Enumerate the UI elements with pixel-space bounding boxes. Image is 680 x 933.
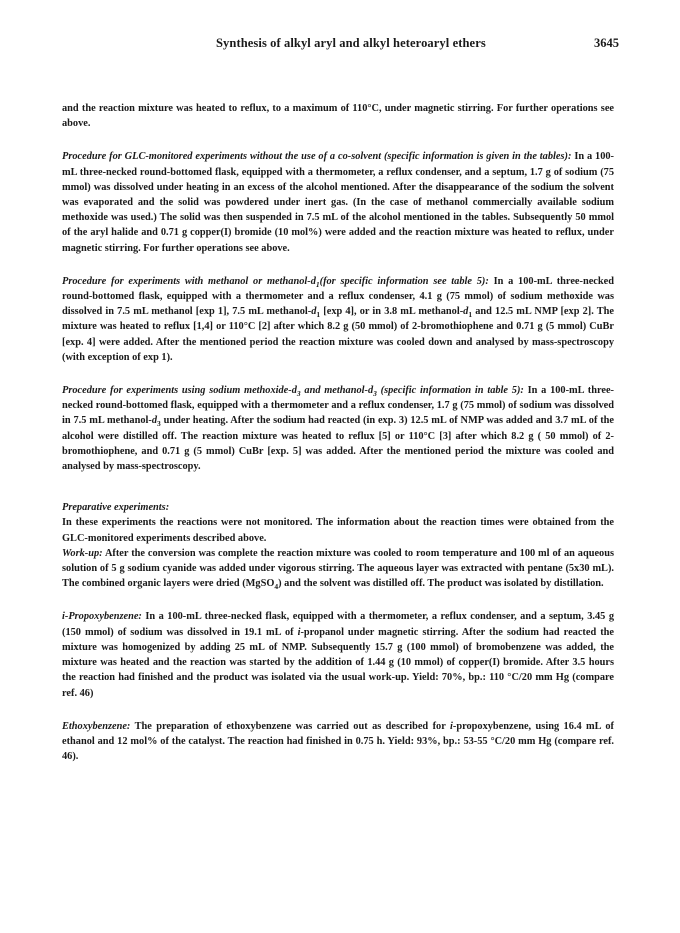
methoxide-text-d: d bbox=[151, 415, 158, 427]
workup-paragraph bbox=[62, 546, 614, 592]
methanol-heading-part-a: Procedure for experiments with methanol or methanol-d bbox=[62, 275, 316, 287]
propoxybenzene-text-i: i bbox=[297, 626, 301, 638]
workup-text-a: After the conversion was complete the reaction mixture was cooled to room temperature and 100 ml of an aqueous solution of 5 g sodium cyanide was added under vigorous stirring. The aqueous layer was extracted with pentane (5x30 mL). The combined organic layers were dried (MgSO bbox=[62, 547, 614, 590]
methanol-text-d1: d bbox=[311, 306, 317, 318]
methanol-heading-subscript: 1 bbox=[315, 279, 320, 289]
ethoxybenzene-text-b: -propoxybenzene, using 16.4 mL of ethanol and 12 mol% of the catalyst. The reaction had finished in 0.75 h. Yield: 93%, bp.: 53-55 °C/20 mm Hg (compare ref. 46). bbox=[62, 720, 614, 763]
methoxide-heading-part-c: (specific information in table 5): bbox=[376, 385, 524, 397]
propoxybenzene-paragraph bbox=[62, 609, 614, 700]
ethoxybenzene-text-i: i bbox=[450, 720, 453, 732]
methoxide-heading-part-a: Procedure for experiments using sodium methoxide-d bbox=[62, 385, 297, 397]
methanol-text-sub1: 1 bbox=[316, 310, 321, 320]
workup-text-b: ) and the solvent was distilled off. The product was isolated by distillation. bbox=[278, 578, 604, 590]
intro-text: and the reaction mixture was heated to reflux, to a maximum of 110°C, under magnetic stirring. For further operations see above. bbox=[62, 103, 614, 130]
methanol-heading-part-b: (for specific information see table 5): bbox=[319, 275, 489, 287]
methoxide-procedure-heading bbox=[62, 385, 524, 399]
methanol-procedure-heading bbox=[62, 276, 489, 287]
methoxide-procedure-paragraph bbox=[62, 383, 614, 474]
preparative-intro-text: In these experiments the reactions were not monitored. The information about the reaction times were obtained from the GLC-monitored experiments described above. bbox=[62, 517, 614, 544]
methanol-text-d2: d bbox=[463, 306, 469, 318]
glc-procedure-paragraph bbox=[62, 149, 614, 255]
methanol-text-sub2: 1 bbox=[468, 310, 473, 320]
methoxide-text-sub: 3 bbox=[157, 419, 161, 429]
workup-subscript: 4 bbox=[274, 582, 279, 592]
propoxybenzene-text-b: -propanol under magnetic stirring. After the sodium had reacted the mixture was homogenized by adding 25 mL of NMP. Subsequently 15.7 g (100 mmol) of bromobenzene was added, the mixture was heated and the reaction was started by the addition of 1.44 g (10 mmol) of copper(I) bromide. After 3.5 hours the reaction had finished and the product was isolated via the usual work-up. Yield: 70%, bp.: 110 °C/20 mm Hg (compare ref. 46) bbox=[62, 626, 614, 699]
ethoxybenzene-paragraph bbox=[62, 719, 614, 765]
article-body bbox=[62, 101, 614, 782]
methoxide-heading-part-b: and methanol-d bbox=[300, 385, 374, 397]
ethoxybenzene-text-a: The preparation of ethoxybenzene was carried out as described for bbox=[130, 720, 451, 732]
ethoxybenzene-heading: Ethoxybenzene: bbox=[62, 720, 131, 732]
methoxide-heading-sub1: 3 bbox=[296, 389, 301, 399]
methanol-text-c: and 12.5 mL NMP [exp 2]. The mixture was heated to reflux [1,4] or 110°C [2] after which 8.2 g (50 mmol) of 2-bromothiophene and 0.71 g (5 mmol) CuBr [exp. 4] were added. After the mentioned period the reaction mixture was cooled down and analysed by mass-spectroscopy (with exception of exp 1). bbox=[62, 306, 614, 363]
propoxybenzene-text-a: In a 100-mL three-necked flask, equipped with a thermometer, a reflux condenser, and a septum, 3.45 g (150 mmol) of sodium was dissolved in 19.1 mL of bbox=[62, 611, 614, 638]
propoxybenzene-heading: i-Propoxybenzene: bbox=[62, 611, 142, 623]
methoxide-text-a: In a 100-mL three-necked round-bottomed flask, equipped with a thermometer and a reflux condenser, 1.7 g (75 mmol) of sodium was dissolved in 7.5 mL methanol- bbox=[62, 385, 614, 427]
methoxide-heading-sub2: 3 bbox=[373, 389, 377, 399]
intro-paragraph bbox=[62, 101, 614, 131]
glc-procedure-heading: Procedure for GLC-monitored experiments without the use of a co-solvent (specific information is given in the tables): bbox=[62, 151, 572, 163]
methanol-text-b: [exp 4], or in 3.8 mL methanol- bbox=[320, 306, 464, 318]
running-title: Synthesis of alkyl aryl and alkyl heteroaryl ethers bbox=[216, 36, 486, 50]
workup-label: Work-up: bbox=[62, 547, 103, 559]
preparative-heading: Preparative experiments: bbox=[62, 502, 170, 514]
methoxide-text-b: under heating. After the sodium had reacted (in exp. 3) 12.5 mL of NMP was added and 3.7 mL of the alcohol were distilled off. The reaction mixture was heated to reflux [5] or 110°C [3] after which 8.2 g ( 50 mmol) of 2-bromothiophene, and 0.71 g (5 mmol) CuBr [exp. 5] was added. After the mentioned period the mixture was cooled and analysed by mass-spectroscopy. bbox=[62, 415, 615, 473]
methanol-text-a: In a 100-mL three-necked round-bottomed flask, equipped with a thermometer and a reflux condenser, 4.1 g (75 mmol) of sodium methoxide was dissolved in 7.5 mL methanol [exp 1], 7.5 mL methanol- bbox=[62, 275, 614, 318]
methanol-procedure-paragraph bbox=[62, 274, 614, 365]
glc-procedure-text: In a 100-mL three-necked round-bottomed flask, equipped with a thermometer, a reflux condenser, and a septum, 1.7 g of sodium (75 mmol) was dissolved under heating in an excess of the alcohol mentioned. After the disappearance of the sodium the solvent was evaporated and the solid was powdered under inert gas. (In the case of methanol commercially available sodium methoxide was used.) The solid was then suspended in 7.5 mL of the alcohol mentioned in the tables. Subsequently 50 mmol of the aryl halide and 0.71 g copper(I) bromide (10 mol%) were added and the reaction mixture was heated to reflux, under magnetic stirring. For further operations see above. bbox=[62, 151, 615, 254]
page-number: 3645 bbox=[594, 36, 619, 50]
